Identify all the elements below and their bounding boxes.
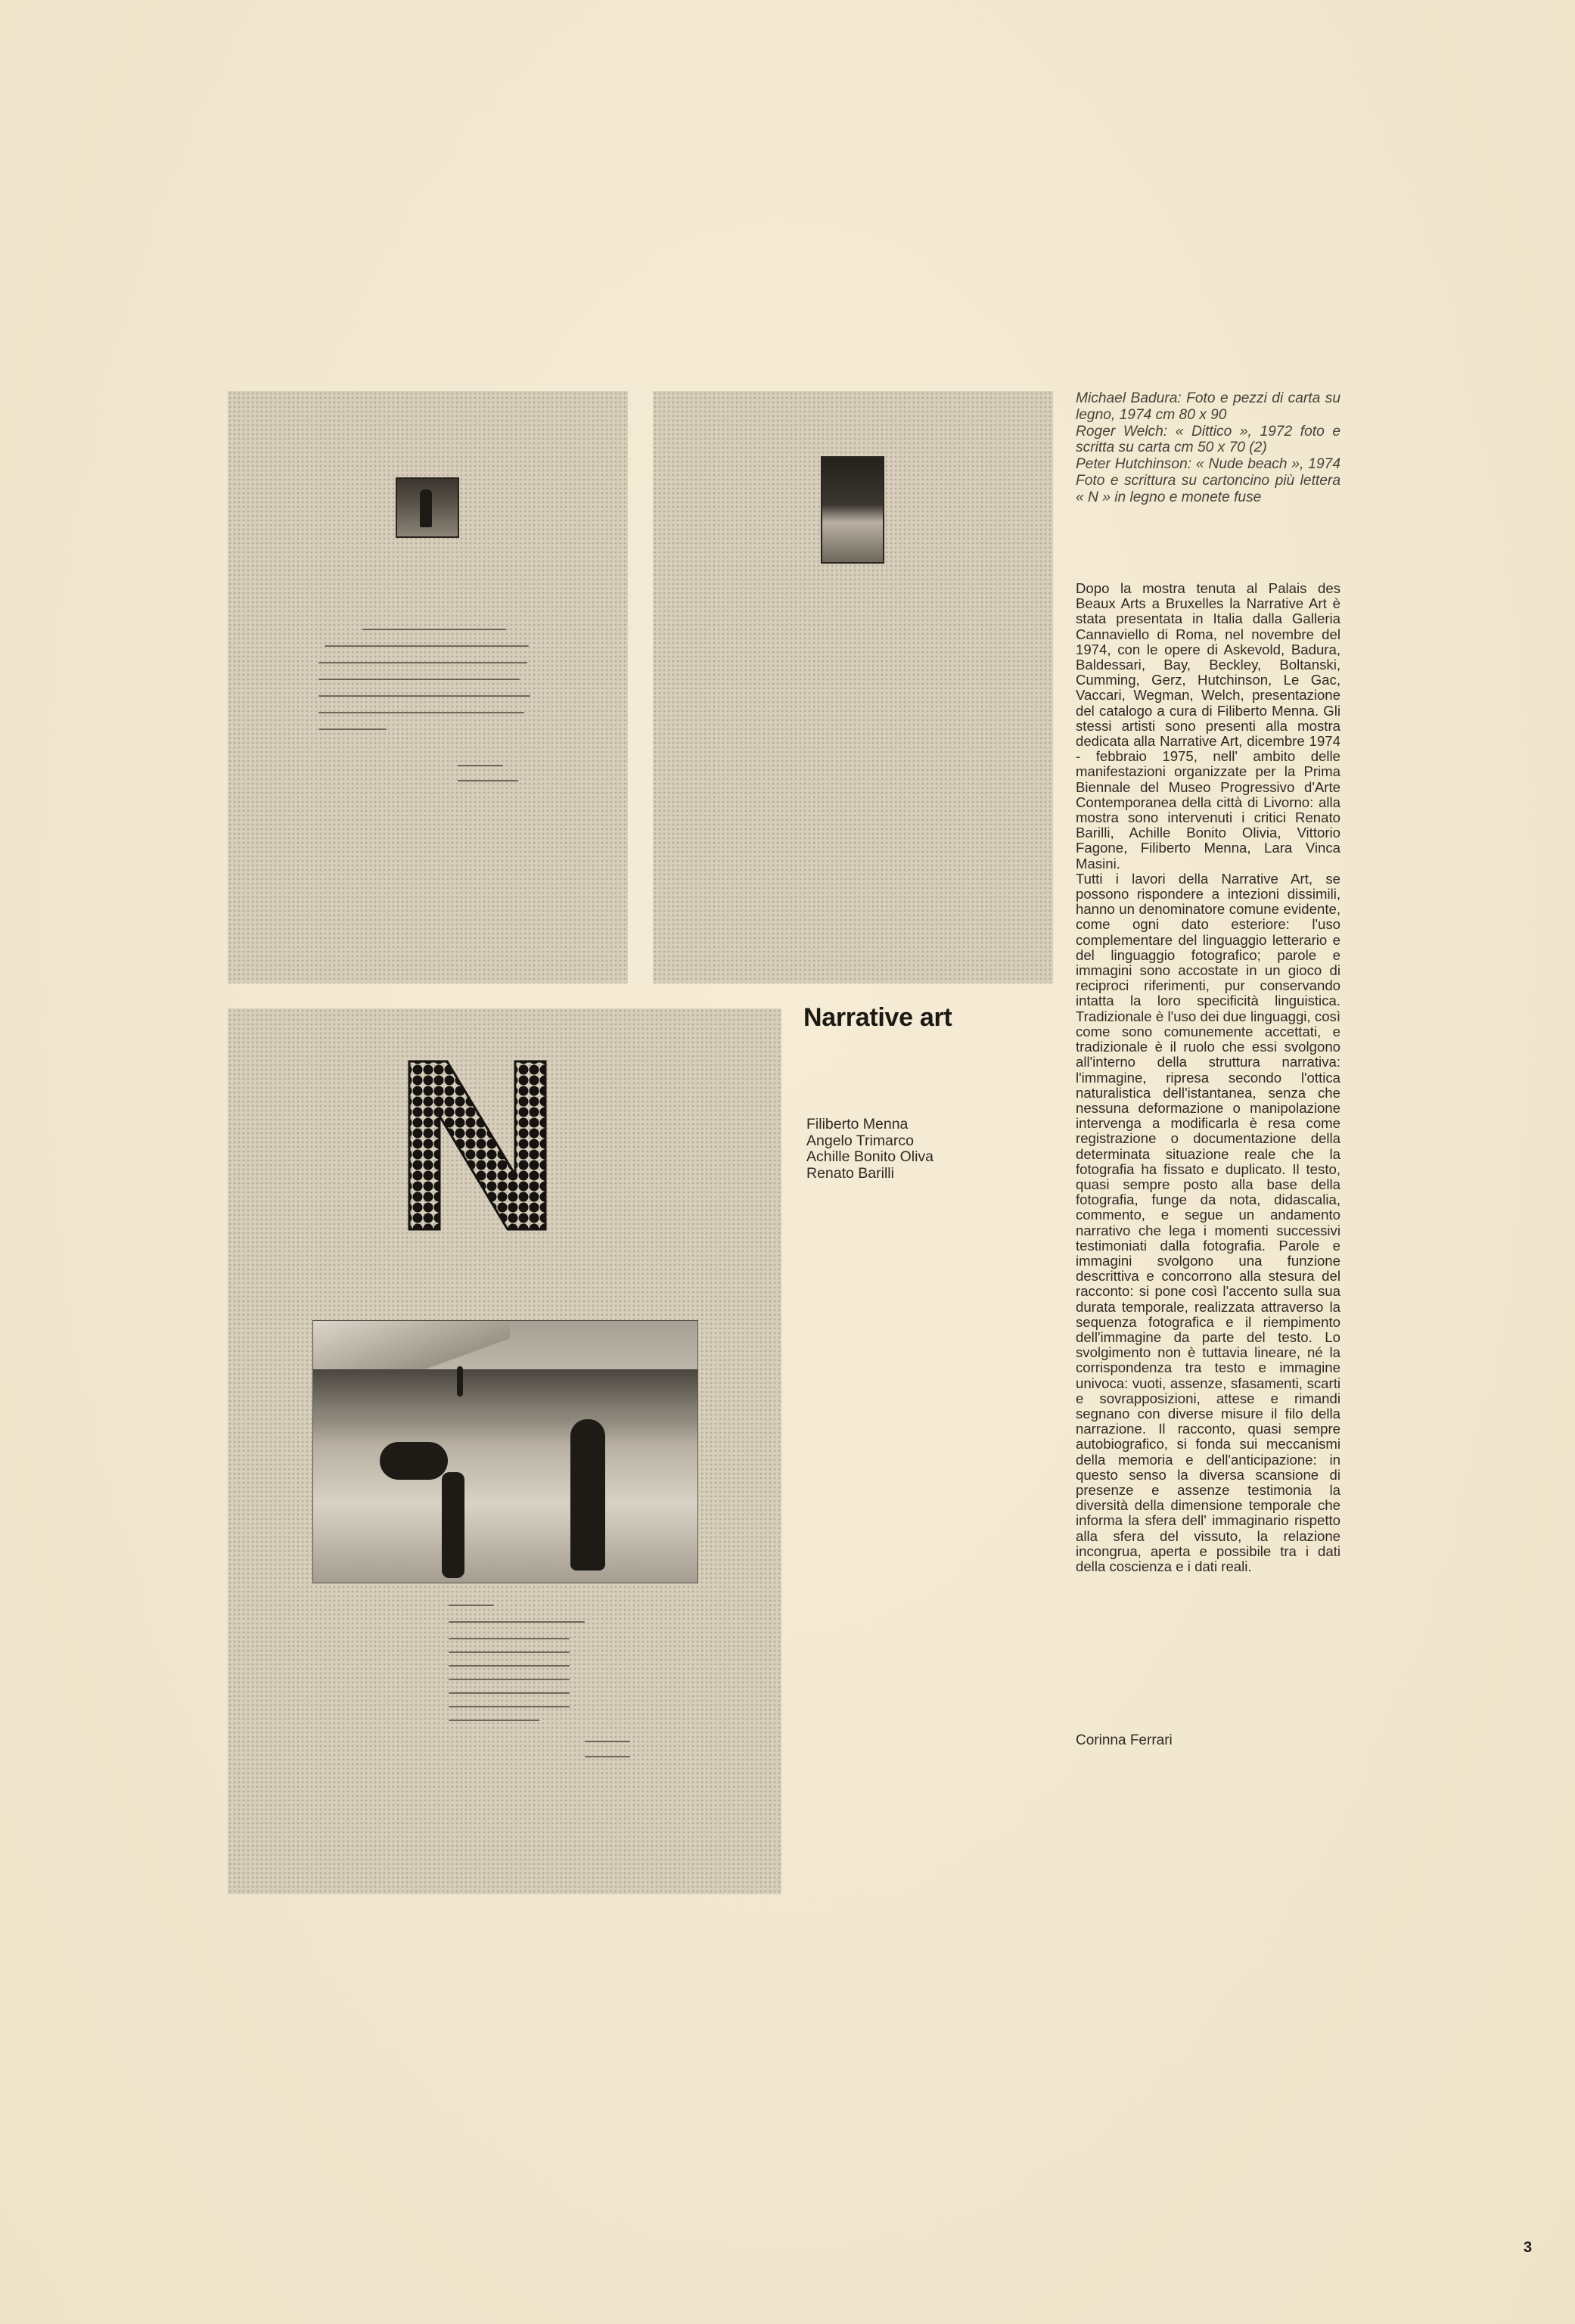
caption-welch: Roger Welch: « Dittico », 1972 foto e scritta su carta cm 50 x 70 (2) <box>1076 423 1340 456</box>
article-body <box>1076 581 1340 1574</box>
small-landscape-photo <box>821 456 884 564</box>
wooden-letter-n <box>402 1054 553 1235</box>
author-list <box>806 1117 934 1182</box>
author-name: Renato Barilli <box>806 1164 894 1182</box>
nude-beach-photo <box>312 1320 698 1583</box>
artwork-captions <box>1076 390 1340 506</box>
article-signature: Corinna Ferrari <box>1076 1732 1173 1748</box>
artwork-hutchinson-nude-beach <box>228 1008 781 1894</box>
caption-hutchinson: Peter Hutchinson: « Nude beach », 1974 Foto e scrittura su cartoncino più lettera « N » in legno e monete fuse <box>1076 456 1340 505</box>
page-number: 3 <box>1524 2239 1533 2256</box>
author-name: Filiberto Menna <box>806 1116 909 1132</box>
handwritten-text <box>309 629 536 818</box>
handwritten-story <box>312 1591 697 1765</box>
artwork-welch-photo <box>653 391 1053 983</box>
author-name: Achille Bonito Oliva <box>806 1148 934 1165</box>
artwork-welch-letter <box>228 391 628 983</box>
small-portrait-photo <box>396 477 459 538</box>
article-title: Narrative art <box>803 1003 952 1032</box>
caption-badura: Michael Badura: Foto e pezzi di carta su legno, 1974 cm 80 x 90 <box>1076 390 1340 423</box>
body-paragraph: Tutti i lavori della Narrative Art, se possono rispondere a intezioni dissimili, hanno un denominatore comune evidente, come ogni dato esteriore: l'uso complementare del linguaggio letterario e del linguaggio fotografico; parole e immagini sono accostate in un gioco di reciproci riferimenti, pur conservando intatta la loro specificità linguistica. Tradizionale è l'uso dei due linguaggi, così come sono comunemente accettati, e tradizionale è il ruolo che essi svolgono all'interno della struttura narrativa: l'immagine, ripresa secondo l'ottica naturalistica dell'istantanea, senza che nessuna deformazione o manipolazione intervenga a modificarla è resa come registrazione o documentazione della determinata situazione reale che la fotografia ha fissato e duplicato. Il testo, quasi sempre posto alla base della fotografia, funge da nota, didascalia, commento, e segue un andamento narrativo che lega i momenti successivi testimoniati dalla fotografia. Parole e immagini svolgono una funzione descrittiva e concorrono alla stesura del racconto: si pone così l'accento sulla sua durata temporale, realizzata attraverso la sequenza fotografica e il riempimento dell'immagine da parte del testo. Lo svolgimento non è tuttavia lineare, né la corrispondenza tra testo e immagine univoca: vuoti, assenze, sfasamenti, scarti e sovrapposizioni, attese e rimandi segnano con diverse misure il filo della narrazione. Il racconto, quasi sempre autobiografico, si fonda sui meccanismi della memoria e dell'anticipazione: in questo senso la diversa scansione di presenze e assenze testimonia la diversità della dimensione temporale che informa la sfera dell' immaginario rispetto alla sfera del vissuto, la relazione incongrua, aperta e possibile tra i dati della coscienza e i dati reali. <box>1076 870 1340 1574</box>
author-name: Angelo Trimarco <box>806 1132 914 1149</box>
body-paragraph: Dopo la mostra tenuta al Palais des Beaux Arts a Bruxelles la Narrative Art è stata presentata in Italia dalla Galleria Cannaviello di Roma, nel novembre del 1974, con le opere di Askevold, Badura, Baldessari, Bay, Beckley, Boltanski, Cumming, Gerz, Hutchinson, Le Gac, Vaccari, Wegman, Welch, presentazione del catalogo a cura di Filiberto Menna. Gli stessi artisti sono presenti alla mostra dedicata alla Narrative Art, dicembre 1974 - febbraio 1975, nell' ambito delle manifestazioni organizzate per la Prima Biennale del Museo Progressivo d'Arte Contemporanea della città di Livorno: alla mostra sono intervenuti i critici Renato Barilli, Achille Bonito Olivia, Vittorio Fagone, Filiberto Menna, Lara Vinca Masini. <box>1076 580 1340 872</box>
